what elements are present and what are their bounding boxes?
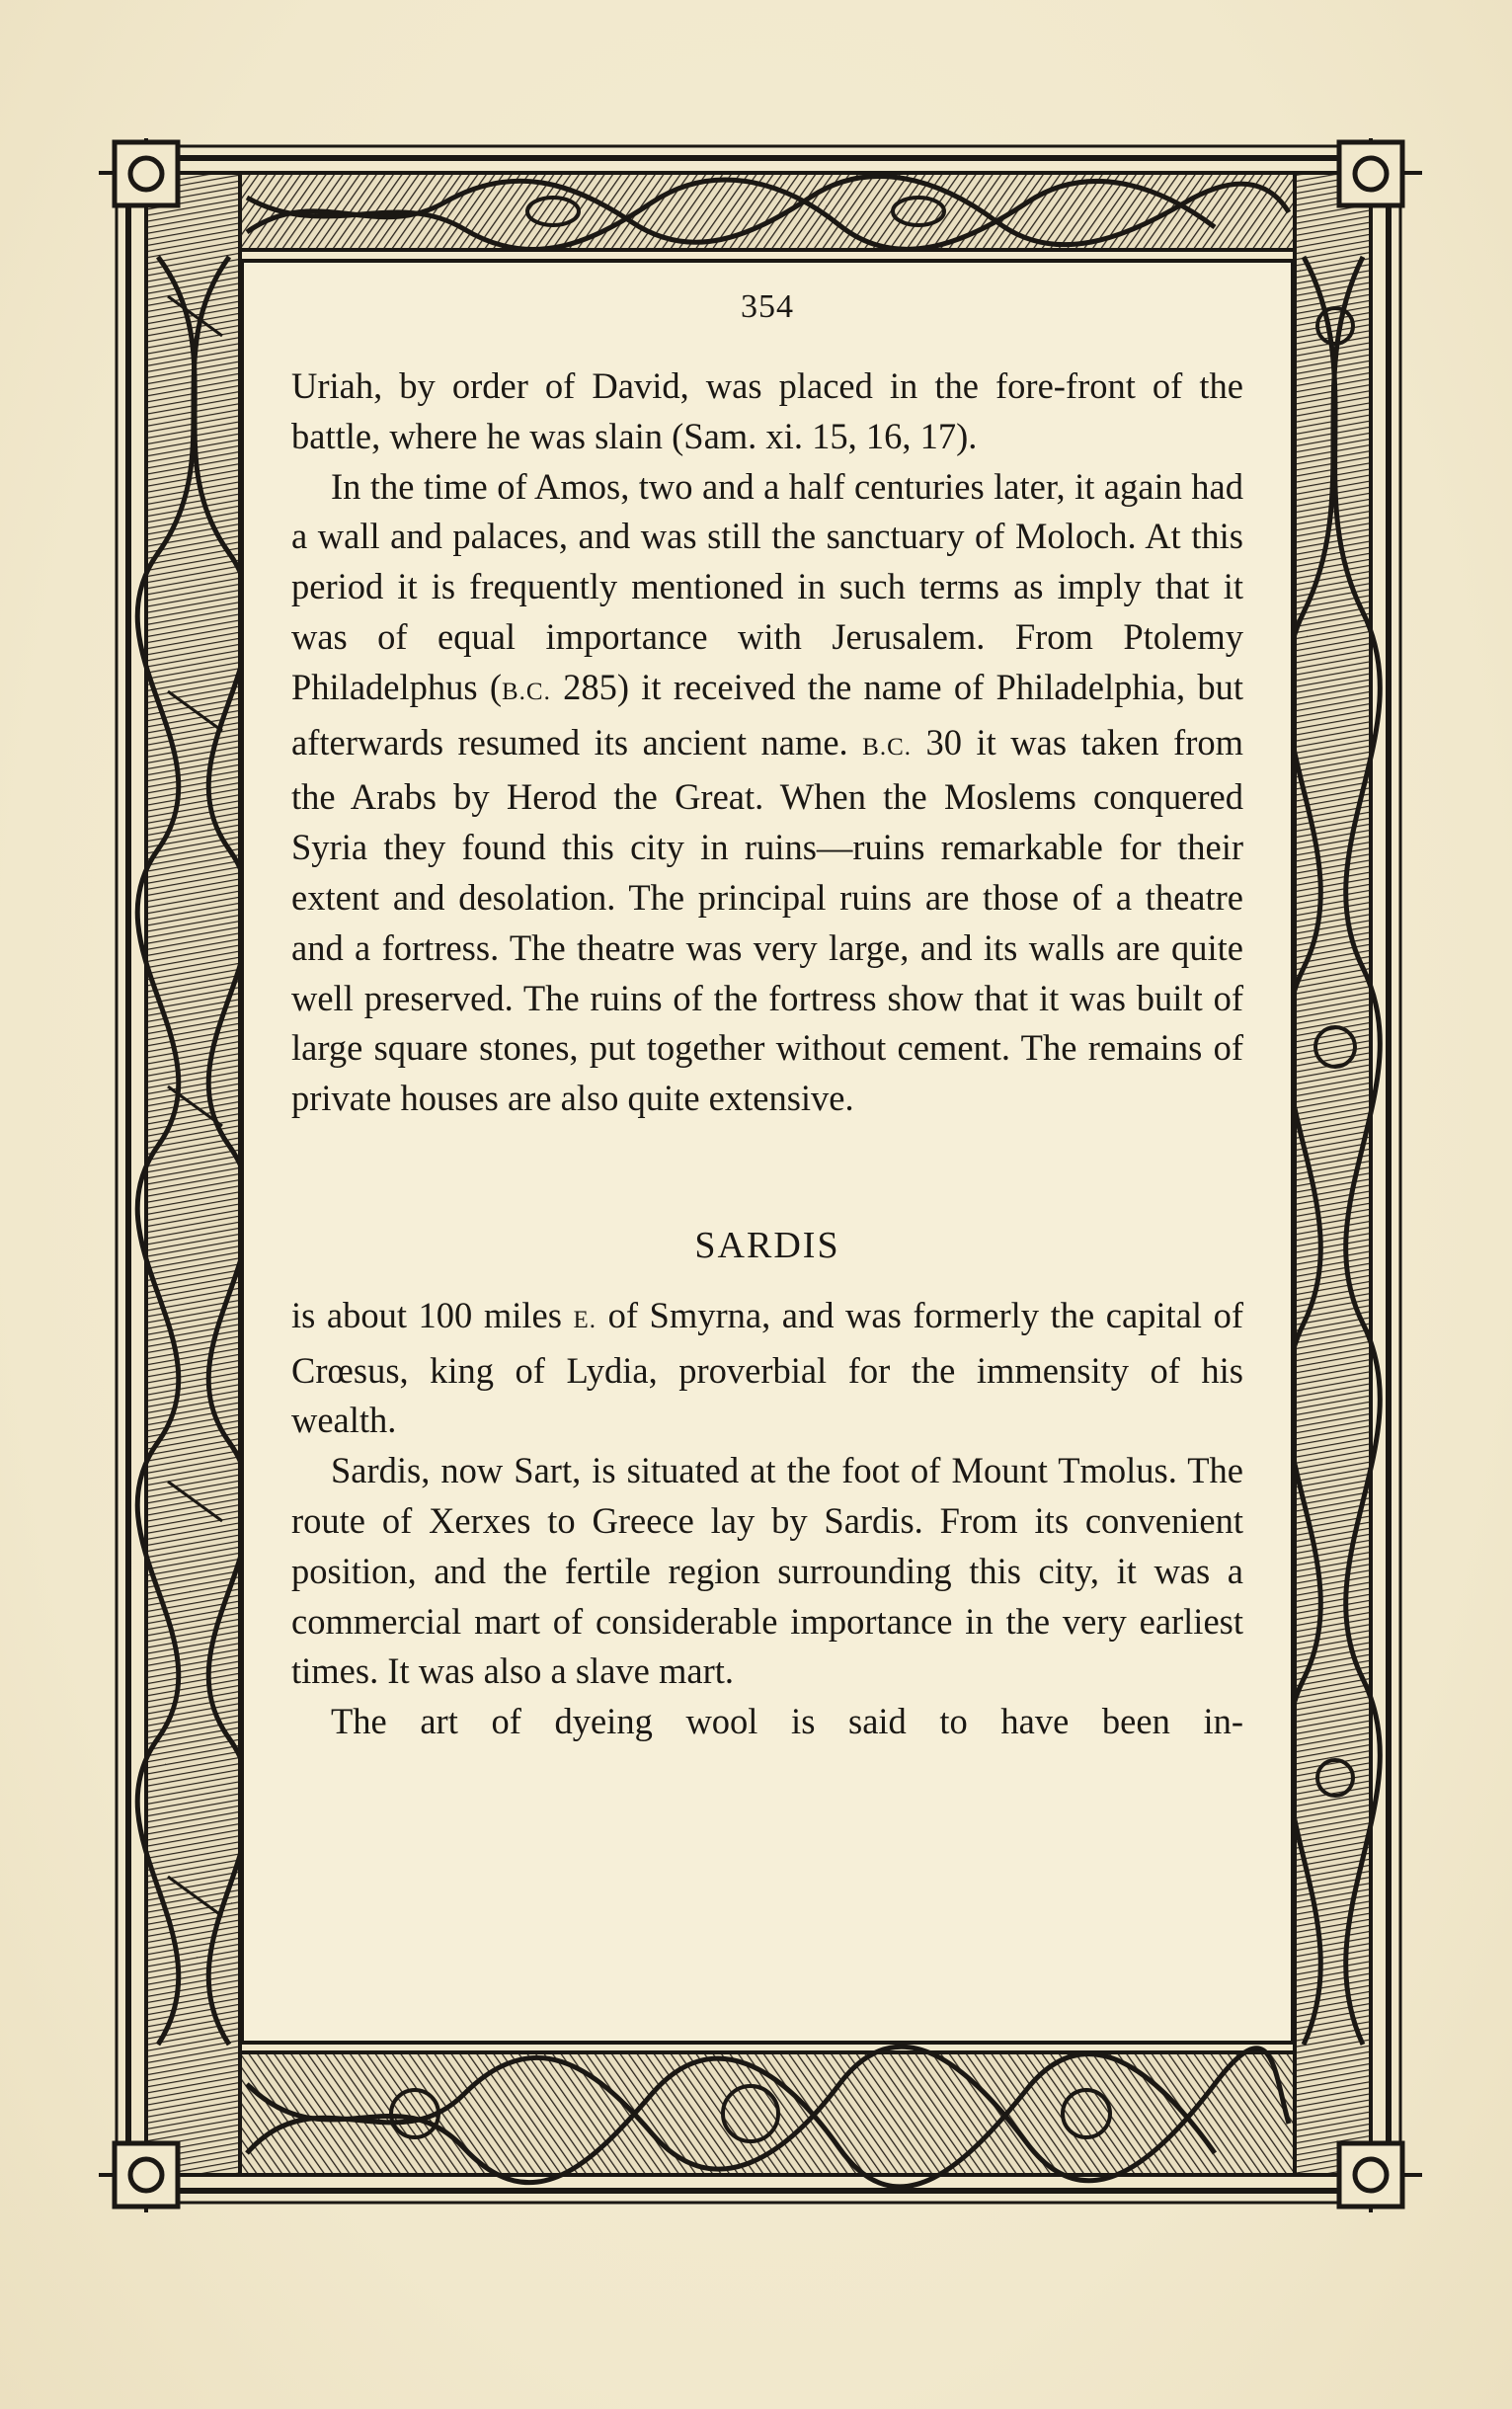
body-text [291, 361, 1243, 1747]
border-band-left [146, 173, 240, 2175]
text-run: is about 100 miles [291, 1294, 574, 1335]
paragraph-sardis-intro [291, 1291, 1243, 1446]
paragraph-continued: Uriah, by order of David, was placed in the fore-front of the battle, where he was slain (Sam. xi. 15, 16, 17). [291, 365, 1243, 456]
text-run: 30 it was taken from the Arabs by Herod the Great. When the Moslems conquered Syria they found this city in ruins—ruins remarkable for their extent and desolation. The principal ruins are those of a theatre and a fortress. The theatre was very large, and its walls are quite well preserved. The ruins of the fortress show that it was built of large square stones, put together without cement. The remains of private houses are also quite extensive. [291, 721, 1243, 1119]
paragraph-amos [291, 462, 1243, 1124]
text-panel [240, 259, 1295, 2045]
text-run: In the time of Amos, two and a half centuries later, it again had a wall and palaces, and was still the sanctuary of Moloch. At this period it is frequently mentioned in such terms as imply that it was of equal importance with Jerusalem. From Ptolemy Philadelphus ( [291, 465, 1243, 707]
paragraph-sardis-location: Sardis, now Sart, is situated at the foot of Mount Tmolus. The route of Xerxes to Greece lay by Sardis. From its convenient position, and the fertile region surrounding this city, it was a commercial mart of considerable importance in the very earliest times. It was also a slave mart. [291, 1450, 1243, 1692]
text-run: of Smyrna, and was formerly the capital of Crœsus, king of Lydia, proverbial for the immensity of his wealth. [291, 1294, 1243, 1441]
section-heading: SARDIS [694, 1224, 840, 1266]
abbrev-bc: B.C. [862, 733, 913, 761]
paragraph-dyeing: The art of dyeing wool is said to have been in- [331, 1701, 1243, 1742]
page-number: 354 [741, 288, 794, 325]
abbrev-bc: B.C. [502, 678, 551, 705]
text-run: 285) it received the name of Philadelphia, but afterwards resumed its ancient name. [291, 666, 1243, 763]
abbrev-east: E. [573, 1306, 597, 1333]
